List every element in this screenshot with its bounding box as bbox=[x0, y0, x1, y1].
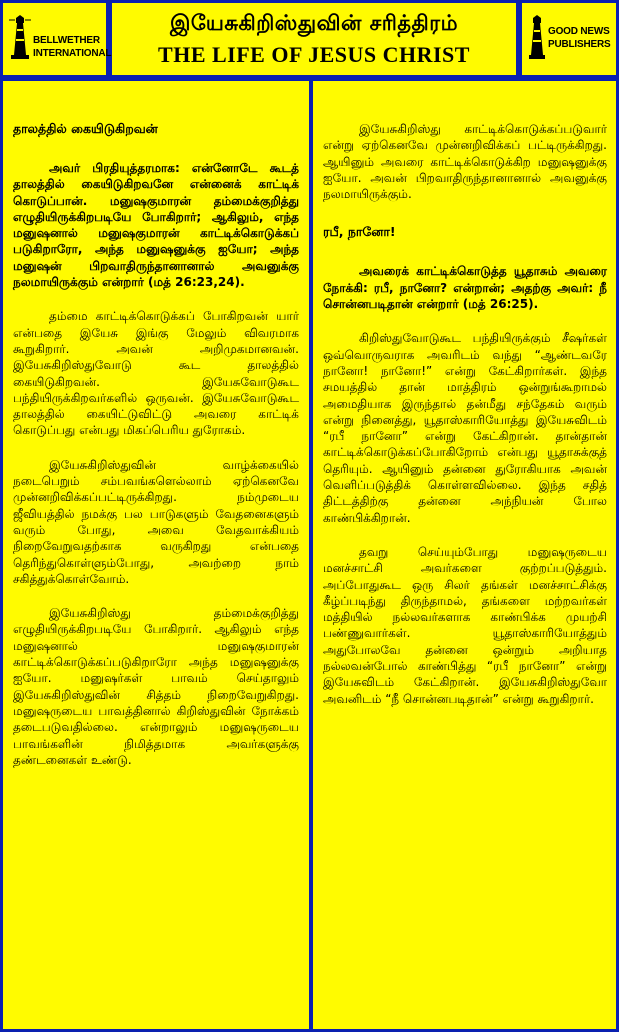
left-column bbox=[3, 81, 309, 1029]
section-heading-right: ரபீ, நானோ! bbox=[323, 224, 396, 240]
paragraph: இயேசுகிறிஸ்து காட்டிக்கொடுக்கப்படுவார் என்று ஏற்கெனவே முன்னறிவிக்கப் பட்டிருக்கிறது. ஆயினும் அவரை காட்டிக்கொடுக்கிற மனுஷனுக்கு ஐயோ. அவன் பிறவாதிருந்தானானால் அவனுக்கு நலமாயிருக்கும். bbox=[323, 122, 607, 202]
title-banner bbox=[112, 3, 516, 75]
paragraph: இயேசுகிறிஸ்து தம்மைக்குறித்து எழுதியிருக்கிறபடியே போகிறார். ஆகிலும் எந்த மனுஷனால் மனுஷகுமாரன் காட்டிக்கொடுக்கப்படுகிறாரோ அந்த மனுஷனுக்கு ஐயோ. மனுஷர்கள் பாவம் செய்தாலும் இயேசுகிறிஸ்துவின் சித்தம் நிறைவேறுகிறது. மனுஷருடைய பாவத்தினால் கிறிஸ்துவின் நோக்கம் தடைபடுவதில்லை. என்றாலும் மனுஷருடைய பாவங்களின் நிமித்தமாக அவர்களுக்கு தண்டனைகள் உண்டு. bbox=[13, 606, 299, 767]
logo-left-line2: INTERNATIONAL bbox=[33, 48, 112, 59]
paragraph: தவறு செய்யும்போது மனுஷருடைய மனச்சாட்சி அவர்களை குற்றப்படுத்தும். அப்போதுகூட ஒரு சிலர் தங்கள் மனச்சாட்சிக்கு கீழ்ப்படிந்து திருந்தாமல், தங்களை மற்றவர்கள் மத்தியில் நல்லவர்களாக காண்பிக்க முயற்சி பண்ணுவார்கள். யூதாஸ்காரியோத்தும் அதுபோலவே தன்னை ஒன்றும் அறியாத நல்லவன்போல் காண்பித்து “ரபீ நானோ” என்று இயேசுவிடம் கேட்கிறான். இயேசுகிறிஸ்துவோ அவனிடம் “நீ சொன்னபடிதான்” என்று கூறுகிறார். bbox=[323, 544, 607, 706]
lighthouse-icon bbox=[9, 15, 31, 61]
logo-right-line2: PUBLISHERS bbox=[548, 39, 611, 50]
paragraph: கிறிஸ்துவோடுகூட பந்தியிருக்கும் சீஷர்கள் ஒவ்வொருவராக அவரிடம் வந்து “ஆண்டவரே நானோ! நானோ!” என்று கேட்கிறார்கள். இந்த சமயத்தில் தான் மாத்திரம் ஒன்றுங்கூறாமல் அமைதியாக இருந்தால் தன்மீது சந்தேகம் வரும் என்று நினைத்து, யூதாஸ்காரியோத்து இயேசுவிடம் “ரபீ நானோ” என்று கேட்கிறான். தான்தான் காட்டிக்கொடுக்கப்போகிறோம் என்பது யூதாசுக்குத் தெரியும். ஆயினும் தன்னை துரோகியாக அவன் வெளிப்படுத்திக் கொள்ளவில்லை. இந்த சதித் திட்டத்திற்கு தன்னை அந்நியன் போல காண்பிக்கிறான். bbox=[323, 331, 607, 525]
paragraph: தம்மை காட்டிக்கொடுக்கப் போகிறவன் யார் என்பதை இயேசு இங்கு மேலும் விவரமாக கூறுகிறார். அவன் அறிமுகமானவன். இயேசுகிறிஸ்துவோடு கூட தாலத்தில் கையிடுகிறவன். இயேசுவோடுகூட பந்தியிருக்கிறவர்களில் ஒருவன். இயேசுவோடுகூட தாலத்தில் கையிட்டுவிட்டு அவரை காட்டிக் கொடுப்பது என்பது மிகப்பெரிய துரோகம். bbox=[13, 309, 299, 438]
scripture-quote: அவரைக் காட்டிக்கொடுத்த யூதாசும் அவரை நோக்கி: ரபீ, நானோ? என்றான்; அதற்கு அவர்: நீ சொன்னபடிதான் என்றார் (மத் 26:25). bbox=[323, 264, 607, 312]
scripture-quote: அவர் பிரதியுத்தரமாக: என்னோடே கூடத் தாலத்தில் கையிடுகிறவனே என்னைக் காட்டிக் கொடுப்பான். மனுஷகுமாரன் தம்மைக்குறித்து எழுதியிருக்கிறபடியே போகிறார்; ஆகிலும், எந்த மனுஷனால் மனுஷகுமாரன் காட்டிக்கொடுக்கப் படுகிறாரோ, அந்த மனுஷனுக்கு ஐயோ; அந்த மனுஷன் பிறவாதிருந்தானானால் அவனுக்கு நலமாயிருக்கும் என்றார் (மத் 26:23,24). bbox=[13, 161, 299, 290]
logo-left-line1: BELLWETHER bbox=[33, 35, 100, 46]
logo-right-line1: GOOD NEWS bbox=[548, 26, 610, 37]
lighthouse-icon bbox=[528, 15, 546, 61]
right-column bbox=[313, 81, 616, 1029]
page-title-tamil: இயேசுகிறிஸ்துவின் சரித்திரம் bbox=[169, 11, 459, 35]
page-title-english: THE LIFE OF JESUS CHRIST bbox=[158, 42, 470, 67]
publisher-logo-left bbox=[3, 3, 112, 75]
section-heading-left: தாலத்தில் கையிடுகிறவன் bbox=[13, 121, 158, 136]
paragraph: இயேசுகிறிஸ்துவின் வாழ்க்கையில் நடைபெறும் சம்பவங்களெல்லாம் ஏற்கெனவே முன்னறிவிக்கப்பட்டிருக்கிறது. நம்முடைய ஜீவியத்தில் நமக்கு பல பாடுகளும் வேதனைகளும் வரும் போது, அவை வேதவாக்கியம் நிறைவேறுவதற்காக வருகிறது என்பதை தெரிந்துகொள்ளும்போது, அவற்றை நாம் சகித்துக்கொள்வோம். bbox=[13, 457, 299, 586]
publisher-logo-right bbox=[522, 3, 616, 75]
